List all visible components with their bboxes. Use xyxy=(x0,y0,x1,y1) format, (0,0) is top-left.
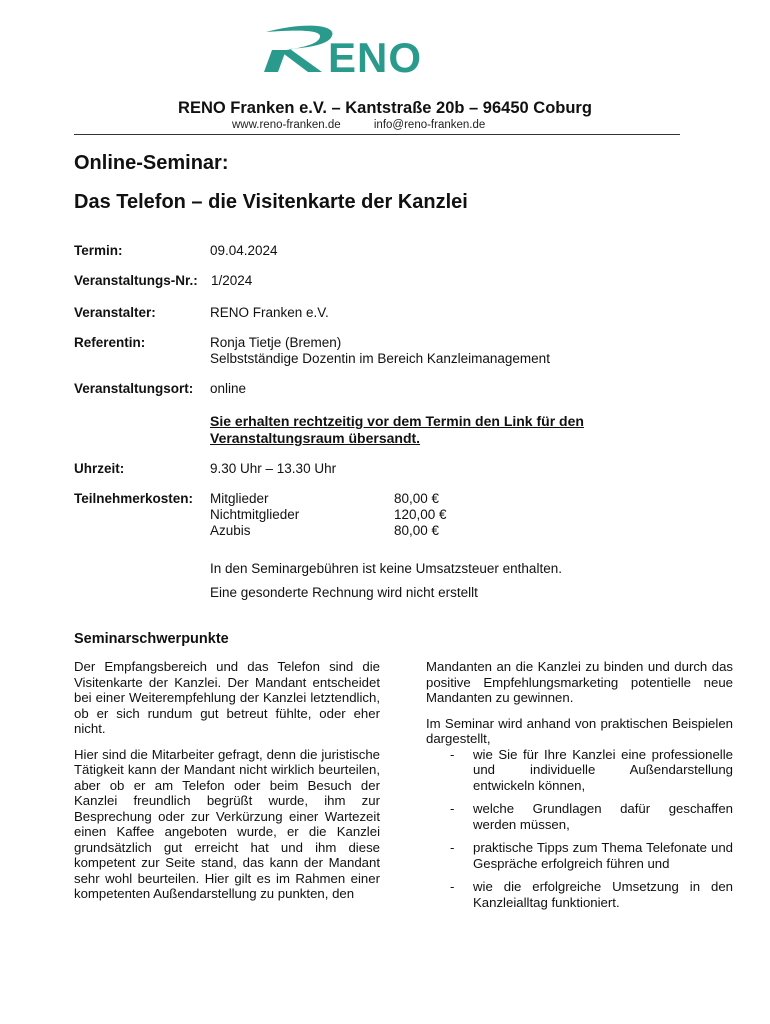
speaker-role: Selbstständige Dozentin im Bereich Kanzleimanagement xyxy=(210,351,550,366)
focus-list xyxy=(426,747,733,911)
left-column xyxy=(74,659,380,912)
time-value: 9.30 Uhr – 13.30 Uhr xyxy=(210,461,337,476)
contact-line xyxy=(232,119,485,131)
organizer-value: RENO Franken e.V. xyxy=(210,305,329,320)
list-item: - welche Grundlagen dafür geschaffen werden müssen, xyxy=(450,801,733,832)
invoice-note: Eine gesonderte Rechnung wird nicht erstellt xyxy=(210,585,478,600)
list-item: - wie die erfolgreiche Umsetzung in den Kanzleialltag funktioniert. xyxy=(450,879,733,910)
location-value: online xyxy=(210,381,247,396)
dash-bullet: - xyxy=(450,879,455,894)
website-link[interactable]: www.reno-franken.de xyxy=(232,119,341,131)
left-paragraph-1: Der Empfangsbereich und das Telefon sind die Visitenkarte der Kanzlei. Der Mandant entscheidet bei einer Weiterempfehlung der Kanzlei letztendlich, ob er sich rundum gut betreut fühlte, oder eher nicht. xyxy=(74,659,380,736)
seminar-title: Das Telefon – die Visitenkarte der Kanzlei xyxy=(74,191,468,213)
email-link[interactable]: info@reno-franken.de xyxy=(373,119,486,131)
fees-label: Teilnehmerkosten: xyxy=(74,491,194,506)
link-notice-line-2: Veranstaltungsraum übersandt. xyxy=(210,430,421,446)
fee-name-members: Mitglieder xyxy=(210,491,269,506)
link-notice xyxy=(210,413,650,447)
tax-note: In den Seminargebühren ist keine Umsatzsteuer enthalten. xyxy=(210,561,562,576)
organization-address: RENO Franken e.V. – Kantstraße 20b – 96450 Coburg xyxy=(178,99,592,117)
time-label: Uhrzeit: xyxy=(74,461,125,476)
organizer-label: Veranstalter: xyxy=(74,305,156,320)
right-column xyxy=(426,659,733,918)
fee-name-nonmembers: Nichtmitglieder xyxy=(210,507,300,522)
location-label: Veranstaltungsort: xyxy=(74,381,194,396)
speaker-label: Referentin: xyxy=(74,335,146,350)
right-paragraph-2: Im Seminar wird anhand von praktischen Beispielen dargestellt, xyxy=(426,715,733,746)
fee-price-trainees: 80,00 € xyxy=(394,523,440,538)
fee-name-trainees: Azubis xyxy=(210,523,251,538)
dash-bullet: - xyxy=(450,746,455,762)
event-number-label: Veranstaltungs-Nr.: xyxy=(74,273,198,288)
list-item: - praktische Tipps zum Thema Telefonate und Gespräche erfolgreich führen und xyxy=(450,840,733,871)
left-paragraph-2: Hier sind die Mitarbeiter gefragt, denn die juristische Tätigkeit kann der Mandant nicht wirklich beurteilen, aber ob er am Telefon oder beim Besuch der Kanzlei freundlich begrüßt wurde, ihm zur Besprechung oder zur Verkürzung einer Wartezeit einen Kaffee angeboten wurde, er die Kanzlei grundsätzlich gut erreicht hat und ihm diese kompetent zur Seite stand, das kann der Mandant sehr wohl beurteilen. Hier gilt es im Rahmen einer kompetenten Außendarstellung zu punkten, den xyxy=(74,746,380,901)
fee-price-nonmembers: 120,00 € xyxy=(394,507,447,522)
termin-label: Termin: xyxy=(74,243,123,258)
seminar-type-title: Online-Seminar: xyxy=(74,152,229,174)
termin-value: 09.04.2024 xyxy=(210,243,278,258)
link-notice-line-1: Sie erhalten rechtzeitig vor dem Termin den Link für den xyxy=(210,413,584,429)
dash-bullet: - xyxy=(450,801,455,816)
list-item: - wie Sie für Ihre Kanzlei eine professionelle und individuelle Außendarstellung entwickeln können, xyxy=(450,746,733,793)
fee-price-members: 80,00 € xyxy=(394,491,440,506)
speaker-name: Ronja Tietje (Bremen) xyxy=(210,335,342,350)
section-heading: Seminarschwerpunkte xyxy=(74,631,229,647)
event-number-value: 1/2024 xyxy=(211,273,253,288)
header-divider xyxy=(74,134,680,135)
reno-logo-graphic xyxy=(262,22,452,84)
svg-text:ENO: ENO xyxy=(328,34,423,81)
right-paragraph-1: Mandanten an die Kanzlei zu binden und durch das positive Empfehlungsmarketing potentielle neue Mandanten zu gewinnen. xyxy=(426,659,733,705)
reno-logo xyxy=(262,22,452,84)
dash-bullet: - xyxy=(450,840,455,855)
